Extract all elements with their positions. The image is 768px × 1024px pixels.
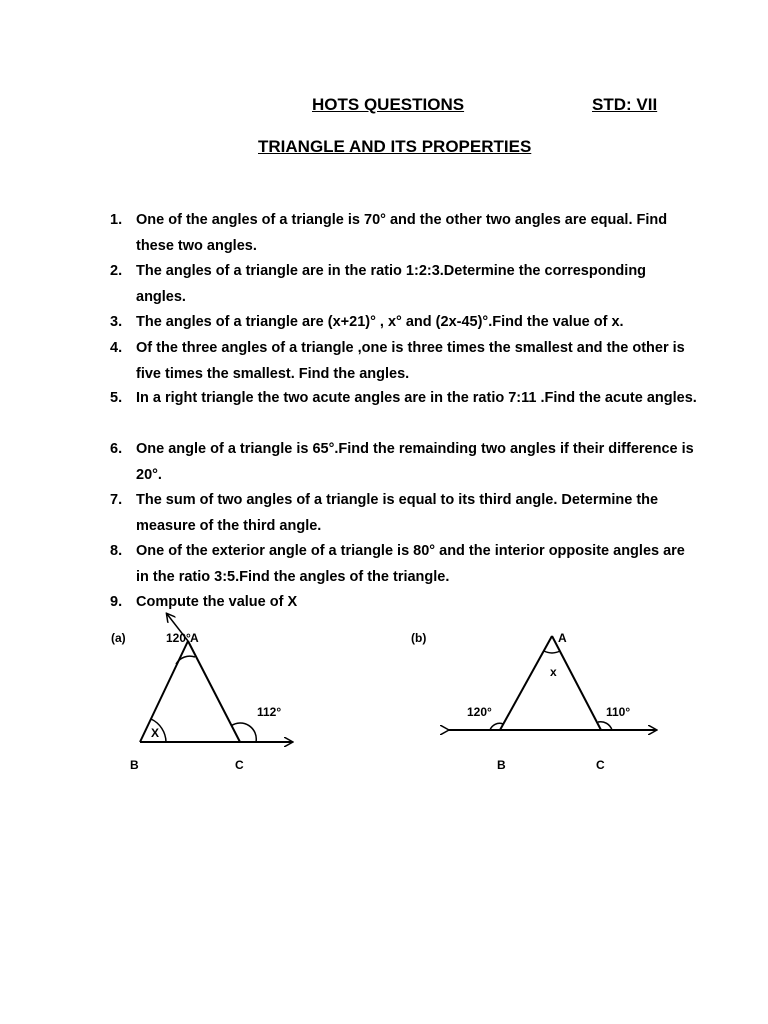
question-text: One of the exterior angle of a triangle is 80° and the interior opposite angles are in the ratio 3:5.Find the angles of the triangle. [136,543,685,585]
page-title: HOTS QUESTIONS [312,95,465,114]
question-text: The sum of two angles of a triangle is equal to its third angle. Determine the measure of the third angle. [136,492,659,534]
chapter-title: TRIANGLE AND ITS PROPERTIES [258,137,532,156]
figure-label: (a) [111,631,126,645]
question-number: 6. [110,441,123,457]
angle-label: 110° [606,705,631,719]
question-number: 5. [110,390,123,406]
question-text: Compute the value of X [136,594,298,610]
side-ab [140,641,188,742]
question-text: The angles of a triangle are (x+21)° , x° and (2x-45)°.Find the value of x. [136,314,624,330]
angle-arc-a [176,656,195,664]
unknown-angle-label: X [151,726,160,740]
question-text: In a right triangle the two acute angles are in the ratio 7:11 .Find the acute angles. [136,390,697,406]
question-text: One angle of a triangle is 65°.Find the remainding two angles if their difference is 20°. [136,441,694,483]
question-text: The angles of a triangle are in the ratio 1:2:3.Determine the corresponding angles. [136,263,647,305]
question-number: 8. [110,543,123,559]
question-number: 4. [110,340,123,356]
angle-label: 120° [166,631,191,645]
question-text: Of the three angles of a triangle ,one is three times the smallest and the other is five times the smallest. Find the angles. [136,340,685,382]
question-number: 1. [110,212,123,228]
angle-label: 112° [257,705,282,719]
question-text: One of the angles of a triangle is 70° and the other two angles are equal. Find these two angles. [136,212,668,254]
unknown-angle-label: x [550,665,557,679]
vertex-label: B [497,758,506,772]
question-number: 3. [110,314,123,330]
figure-b [411,631,656,772]
vertex-label: B [130,758,139,772]
vertex-label: A [558,631,567,645]
vertex-label: C [596,758,605,772]
figure-a [111,614,292,772]
vertex-label: A [190,631,199,645]
side-ac [188,641,240,742]
figure-label: (b) [411,631,427,645]
class-label: STD: VII [592,95,658,114]
angle-arc-a [544,651,560,653]
question-number: 9. [110,594,123,610]
question-number: 2. [110,263,123,279]
vertex-label: C [235,758,244,772]
side-ab [500,636,552,730]
angle-label: 120° [467,705,492,719]
question-number: 7. [110,492,123,508]
side-ac [552,636,601,730]
